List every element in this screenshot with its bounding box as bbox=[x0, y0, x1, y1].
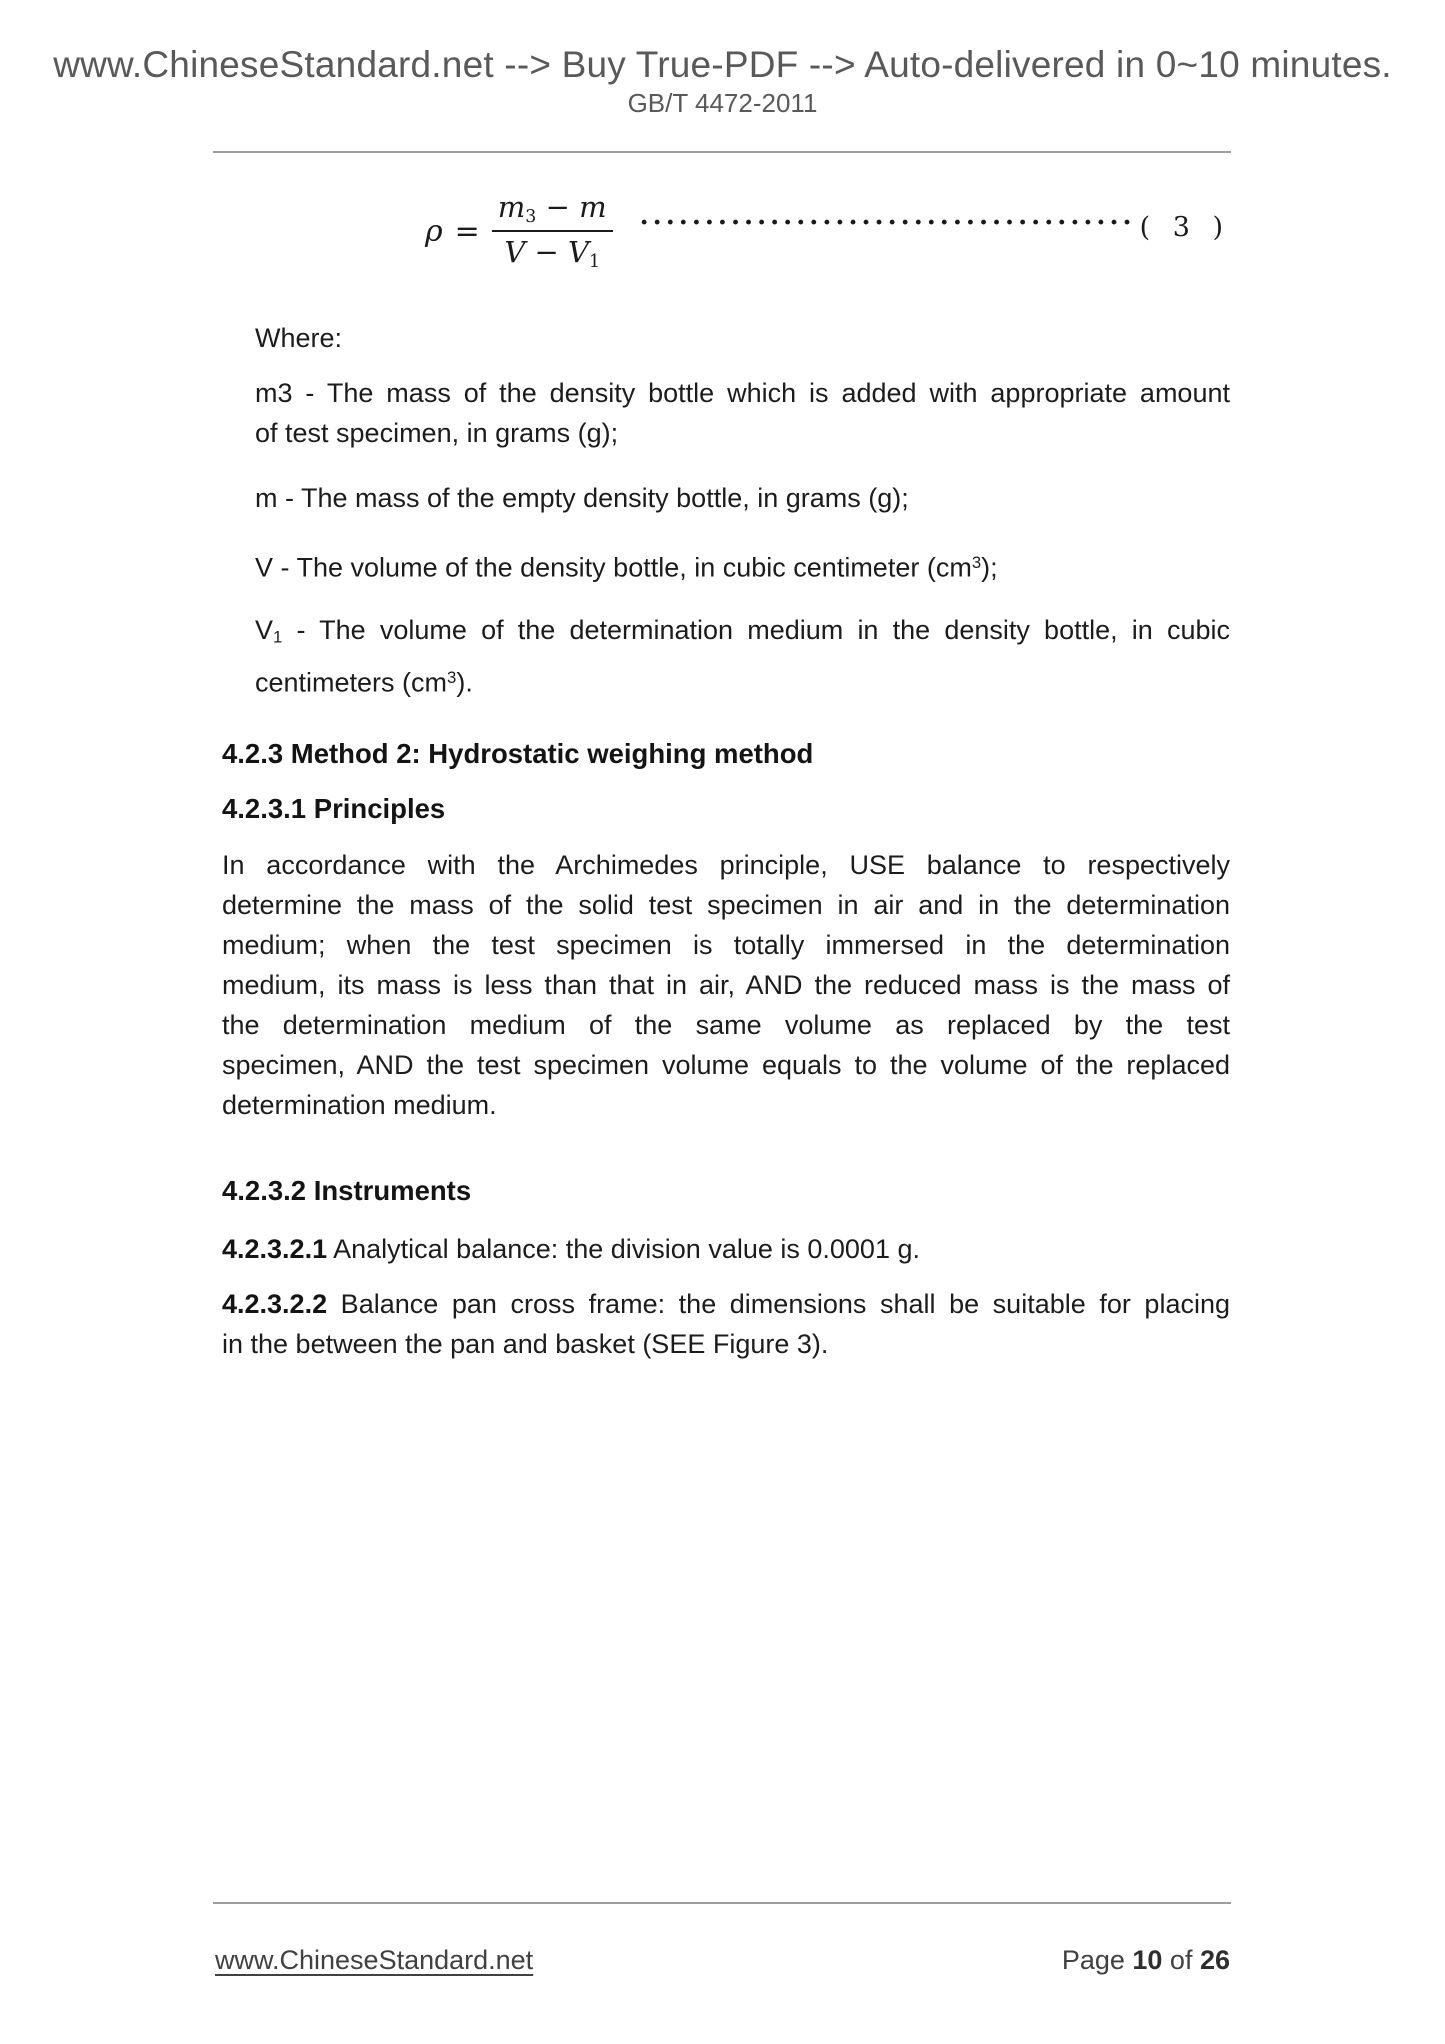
document-number: GB/T 4472-2011 bbox=[627, 88, 818, 118]
density-formula bbox=[425, 190, 613, 272]
dotted-leader: ······································ bbox=[639, 208, 1136, 238]
fraction bbox=[492, 190, 613, 272]
clause-number: 4.2.3.2.1 bbox=[222, 1234, 328, 1264]
definition-v1: $V_1$ - The volume of the determination medium in the density bottle, in cubic centimeters $(cm^3)$. bbox=[255, 615, 1230, 698]
section-heading-4-2-3-1: 4.2.3.1 Principles bbox=[222, 793, 446, 824]
principles-paragraph bbox=[222, 845, 1230, 1125]
paragraph-line: In accordance with the Archimedes principle, USE balance to respectively bbox=[222, 850, 1230, 880]
equation-leader bbox=[640, 205, 1230, 249]
paragraph-line: specimen, AND the test specimen volume equals to the volume of the replaced bbox=[222, 1050, 1230, 1080]
page-indicator: Page 10 of 26 bbox=[1061, 1945, 1230, 1975]
fraction-denominator: $V - V_1$ bbox=[504, 235, 601, 273]
equation-number: ( 3 ) bbox=[1139, 211, 1230, 243]
definition-v: V - The volume of the density bottle, in cubic centimeter $(cm^3)$; bbox=[255, 552, 998, 583]
fraction-numerator: $m_3 - m$ bbox=[492, 190, 613, 232]
section-heading-4-2-3: 4.2.3 Method 2: Hydrostatic weighing method bbox=[222, 738, 814, 769]
where-label: Where: bbox=[255, 323, 343, 353]
footer-rule bbox=[213, 1902, 1231, 1904]
clause-4-2-3-2-1: 4.2.3.2.1 Analytical balance: the division value is 0.0001 g. bbox=[222, 1234, 920, 1264]
clause-number: 4.2.3.2.2 bbox=[222, 1289, 328, 1319]
paragraph-line: medium; when the test specimen is totally immersed in the determination bbox=[222, 930, 1230, 960]
paragraph-line: medium, its mass is less than that in air, AND the reduced mass is the mass of bbox=[222, 970, 1230, 1000]
header-rule bbox=[213, 151, 1231, 153]
paragraph-line: the determination medium of the same volume as replaced by the test bbox=[222, 1010, 1230, 1040]
header-banner: www.ChineseStandard.net --> Buy True-PDF --> Auto-delivered in 0~10 minutes. bbox=[53, 44, 1392, 85]
equals-sign: = bbox=[454, 213, 480, 249]
section-heading-4-2-3-2: 4.2.3.2 Instruments bbox=[222, 1175, 472, 1206]
definition-m3: m3 - The mass of the density bottle which is added with appropriate amount of test specimen, in grams (g); bbox=[255, 378, 1230, 448]
paragraph-line: determine the mass of the solid test specimen in air and in the determination bbox=[222, 890, 1230, 920]
rho-symbol: ρ bbox=[425, 213, 443, 249]
paragraph-line: determination medium. bbox=[222, 1090, 497, 1120]
clause-4-2-3-2-2: 4.2.3.2.2 Balance pan cross frame: the dimensions shall be suitable for placing in the between the pan and basket (SEE Figure 3). bbox=[222, 1289, 1230, 1359]
definition-m: m - The mass of the empty density bottle, in grams (g); bbox=[255, 483, 909, 513]
footer-site-link[interactable]: www.ChineseStandard.net bbox=[215, 1945, 534, 1975]
